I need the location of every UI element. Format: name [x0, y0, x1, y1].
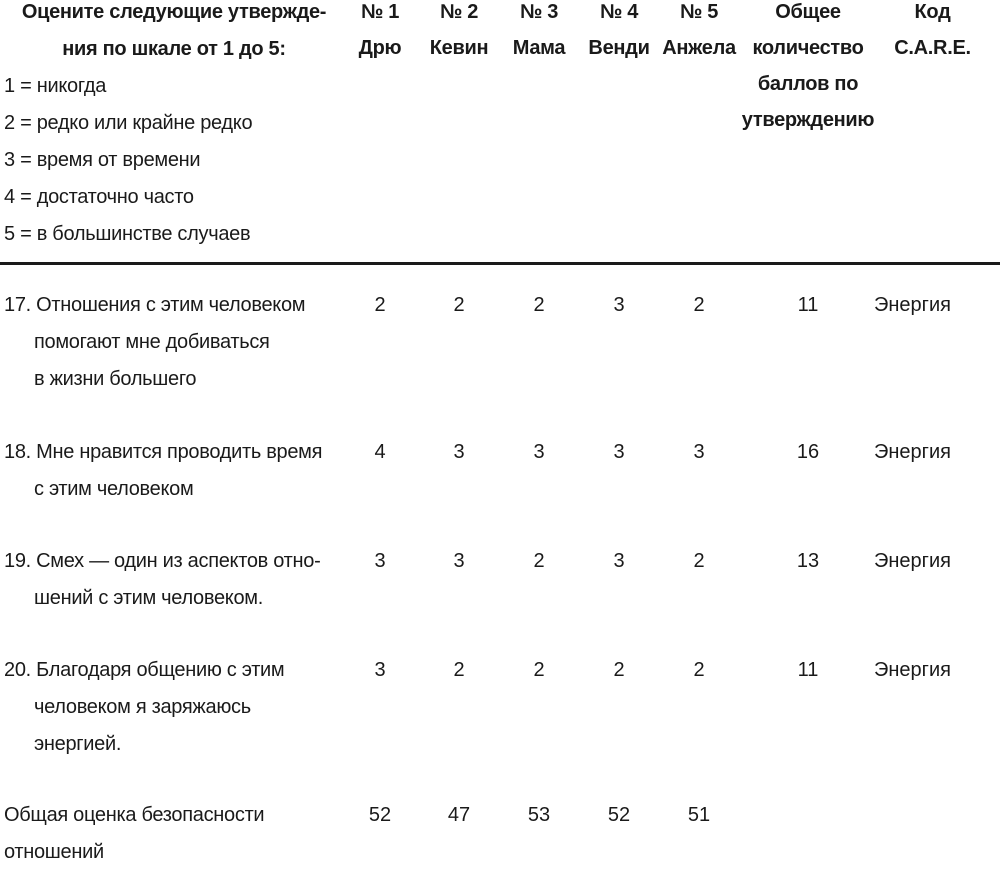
- score-person-1: 3: [374, 659, 386, 681]
- statement-19: [4, 543, 349, 617]
- care-code: Энергия: [874, 659, 951, 681]
- score-person-3: 2: [533, 659, 545, 681]
- score-person-1: 4: [374, 441, 386, 463]
- summary-label: [4, 797, 349, 871]
- header-person-2-name: Кевин: [429, 37, 489, 59]
- score-person-3: 2: [533, 294, 545, 316]
- header-person-1: [350, 0, 410, 66]
- header-person-1-name: Дрю: [358, 37, 402, 59]
- header-code-line-1: Код: [914, 1, 951, 23]
- statement-line: с этим человеком: [34, 478, 194, 500]
- header-total-line-2: количество: [752, 37, 864, 59]
- statement-line: 19. Смех — один из аспектов отно-: [4, 550, 321, 572]
- header-total-line-3: баллов по: [757, 73, 859, 95]
- scale-item-4: 4 = достаточно часто: [4, 186, 194, 208]
- statement-line: человеком я заряжаюсь: [34, 696, 251, 718]
- header-person-5-number: № 5: [679, 1, 719, 23]
- header-code: [880, 0, 985, 66]
- scale-item-3: 3 = время от времени: [4, 149, 201, 171]
- score-person-4: 3: [613, 550, 625, 572]
- score-person-2: 3: [453, 550, 465, 572]
- score-person-5: 2: [693, 294, 705, 316]
- score-person-5: 2: [693, 550, 705, 572]
- statement-17: [4, 287, 349, 398]
- header-total-line-4: утверждению: [741, 109, 875, 131]
- statement-line: в жизни большего: [34, 368, 197, 390]
- statement-line: 17. Отношения с этим человеком: [4, 294, 306, 316]
- scale-item-2: 2 = редко или крайне редко: [4, 112, 253, 134]
- row-total: 16: [796, 441, 820, 463]
- header-person-4: [586, 0, 652, 66]
- instructions-title-line-1: Оцените следующие утвержде-: [21, 1, 327, 23]
- header-person-4-number: № 4: [599, 1, 639, 23]
- header-total: [735, 0, 881, 138]
- summary-person-3: 53: [527, 804, 551, 826]
- header-divider: [0, 262, 1000, 265]
- header-person-5: [656, 0, 742, 66]
- header-person-3-name: Мама: [512, 37, 566, 59]
- summary-person-4: 52: [607, 804, 631, 826]
- statement-18: [4, 434, 349, 508]
- score-person-5: 2: [693, 659, 705, 681]
- score-person-1: 3: [374, 550, 386, 572]
- statement-line: помогают мне добиваться: [34, 331, 270, 353]
- score-person-2: 2: [453, 659, 465, 681]
- header-person-1-number: № 1: [360, 1, 400, 23]
- score-person-3: 2: [533, 550, 545, 572]
- instructions-title-line-2: ния по шкале от 1 до 5:: [62, 38, 286, 60]
- score-person-2: 3: [453, 441, 465, 463]
- row-total: 11: [797, 659, 819, 681]
- summary-person-5: 51: [687, 804, 711, 826]
- summary-person-1: 52: [368, 804, 392, 826]
- score-person-2: 2: [453, 294, 465, 316]
- scale-item-1: 1 = никогда: [4, 75, 107, 97]
- statement-20: [4, 652, 349, 763]
- row-total: 11: [797, 294, 819, 316]
- care-code: Энергия: [874, 441, 951, 463]
- header-person-3-number: № 3: [519, 1, 559, 23]
- scale-item-5: 5 = в большинстве случаев: [4, 223, 251, 245]
- header-total-line-1: Общее: [775, 1, 841, 23]
- header-code-line-2: C.A.R.E.: [894, 37, 971, 59]
- header-person-4-name: Венди: [588, 37, 650, 59]
- score-person-4: 3: [613, 441, 625, 463]
- statement-line: шений с этим человеком.: [34, 587, 263, 609]
- statement-line: 20. Благодаря общению с этим: [4, 659, 285, 681]
- score-person-3: 3: [533, 441, 545, 463]
- statement-line: 18. Мне нравится проводить время: [4, 441, 323, 463]
- care-code: Энергия: [874, 550, 951, 572]
- score-person-4: 2: [613, 659, 625, 681]
- care-code: Энергия: [874, 294, 951, 316]
- summary-line: Общая оценка безопасности: [4, 804, 265, 826]
- row-total: 13: [796, 550, 820, 572]
- header-person-5-name: Анжела: [662, 37, 736, 59]
- summary-person-2: 47: [447, 804, 471, 826]
- header-person-3: [506, 0, 572, 66]
- score-person-1: 2: [374, 294, 386, 316]
- instructions: [4, 0, 344, 253]
- header-person-2: [424, 0, 494, 66]
- statement-line: энергией.: [34, 733, 122, 755]
- score-person-5: 3: [693, 441, 705, 463]
- score-person-4: 3: [613, 294, 625, 316]
- header-person-2-number: № 2: [439, 1, 479, 23]
- summary-line: отношений: [4, 841, 104, 863]
